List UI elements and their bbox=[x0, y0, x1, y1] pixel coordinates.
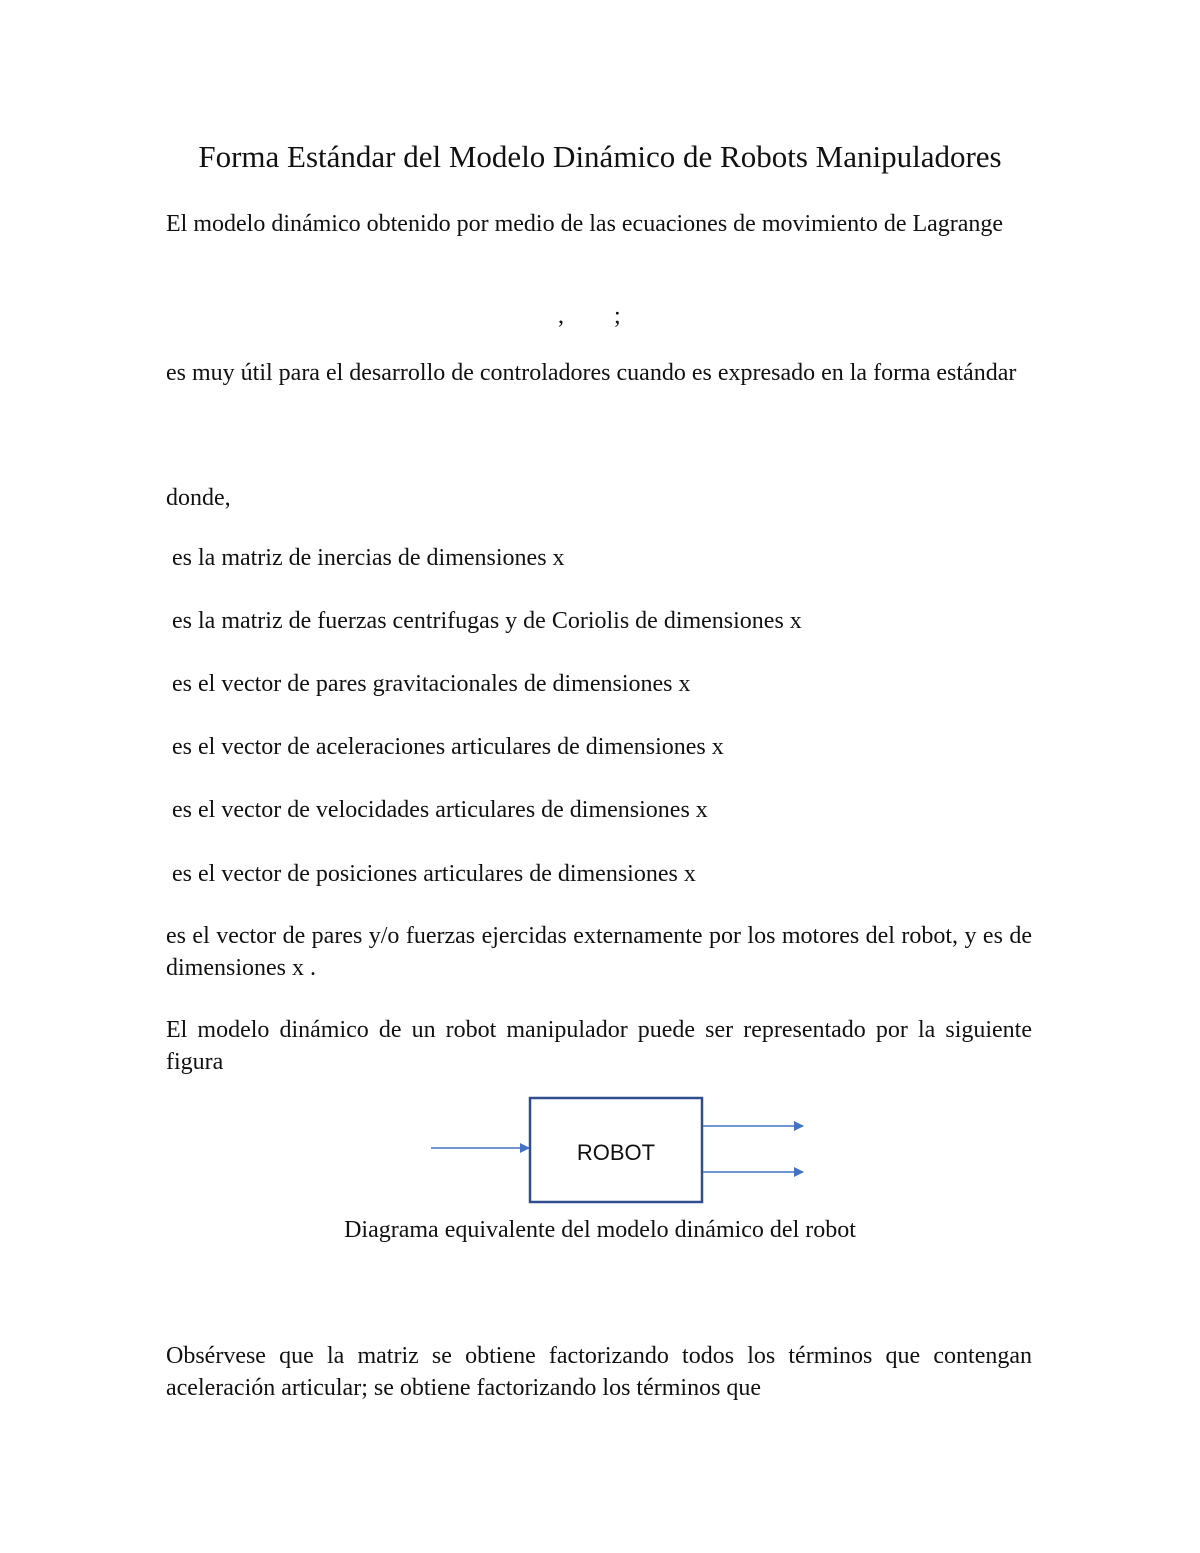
equation-comma: , bbox=[558, 303, 564, 329]
figure-caption: Diagrama equivalente del modelo dinámico del robot bbox=[344, 1217, 856, 1243]
document-title: Forma Estándar del Modelo Dinámico de Robots Manipuladores bbox=[198, 139, 1002, 174]
definition-acceleration-vector: es el vector de aceleraciones articulares de dimensiones x bbox=[166, 734, 724, 760]
observation-paragraph: Obsérvese que la matriz se obtiene factorizando todos los términos que contengan aceleración articular; se obtiene factorizando los términos que bbox=[166, 1343, 1032, 1401]
robot-block-diagram bbox=[425, 1092, 815, 1212]
definition-coriolis-matrix: es la matriz de fuerzas centrifugas y de Coriolis de dimensiones x bbox=[166, 608, 802, 634]
definition-position-vector: es el vector de posiciones articulares de dimensiones x bbox=[166, 861, 696, 887]
figure-intro-paragraph: El modelo dinámico de un robot manipulador puede ser representado por la siguiente figura bbox=[166, 1017, 1032, 1075]
definition-torque-vector: es el vector de pares y/o fuerzas ejercidas externamente por los motores del robot, y es de dimensiones x . bbox=[166, 923, 1032, 981]
definition-inertia-matrix: es la matriz de inercias de dimensiones x bbox=[166, 545, 565, 571]
definition-velocity-vector: es el vector de velocidades articulares de dimensiones x bbox=[166, 797, 708, 823]
definition-gravity-vector: es el vector de pares gravitacionales de dimensiones x bbox=[166, 671, 691, 697]
donde-label: donde, bbox=[166, 485, 231, 511]
equation-semicolon: ; bbox=[614, 303, 621, 329]
robot-block-label: ROBOT bbox=[576, 1140, 656, 1165]
standard-form-paragraph: es muy útil para el desarrollo de controladores cuando es expresado en la forma estándar bbox=[166, 360, 1017, 386]
intro-paragraph: El modelo dinámico obtenido por medio de las ecuaciones de movimiento de Lagrange bbox=[166, 211, 1004, 237]
